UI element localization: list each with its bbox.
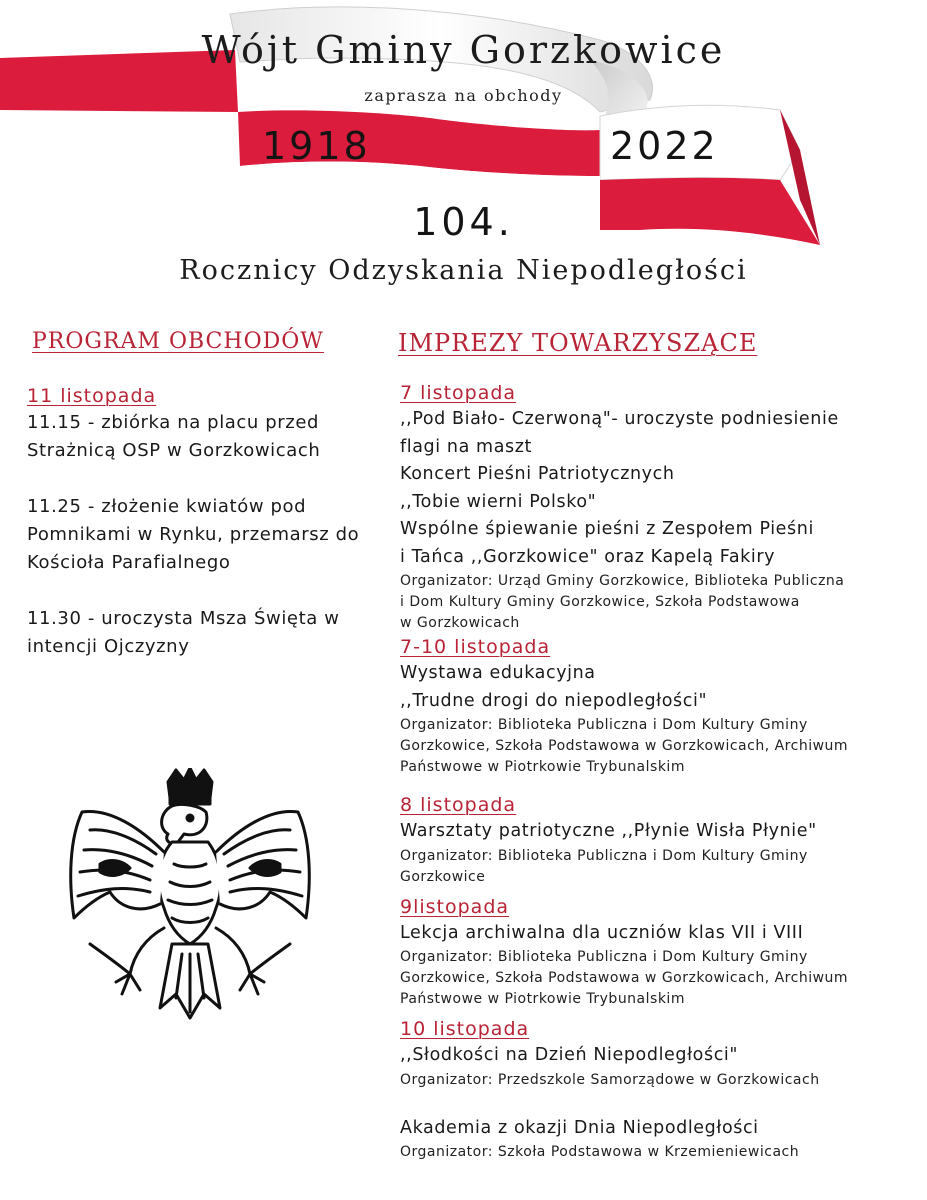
event-line: ,,Słodkości na Dzień Niepodległości" xyxy=(400,1045,739,1065)
program-item: 11.30 - uroczysta Msza Święta w intencji Ojczyzny xyxy=(27,608,340,657)
event-line: ,,Trudne drogi do niepodległości" xyxy=(400,690,708,711)
page-subtitle: zaprasza na obchody xyxy=(364,86,563,105)
event-organizer: Gorzkowice, Szkoła Podstawowa w Gorzkowicach, Archiwum xyxy=(400,738,849,754)
event-organizer: Państwowe w Piotrkowie Trybunalskim xyxy=(400,991,685,1007)
event-line: Wspólne śpiewanie pieśni z Zespołem Pieśni xyxy=(400,519,814,539)
event-organizer: Państwowe w Piotrkowie Trybunalskim xyxy=(400,759,685,775)
events-heading: IMPREZY TOWARZYSZĄCE xyxy=(398,329,758,357)
year-start: 1918 xyxy=(262,124,371,168)
event-9-listopada xyxy=(400,894,920,1011)
event-line: Akademia z okazji Dnia Niepodległości xyxy=(400,1117,759,1138)
event-7-listopada xyxy=(400,380,920,634)
event-organizer: Gorzkowice, Szkoła Podstawowa w Gorzkowicach, Archiwum xyxy=(400,970,849,986)
program-item: 11.15 - zbiórka na placu przed Strażnicą OSP w Gorzkowicach xyxy=(27,412,321,461)
program-date: 11 listopada xyxy=(27,385,157,407)
event-organizer: Organizator: Biblioteka Publiczna i Dom Kultury Gminy xyxy=(400,847,808,864)
event-7-10-listopada xyxy=(400,634,920,778)
event-date: 9listopada xyxy=(400,895,510,918)
event-date: 10 listopada xyxy=(400,1018,530,1040)
page-title: Wójt Gminy Gorzkowice xyxy=(201,28,726,72)
event-line: Wystawa edukacyjna xyxy=(400,663,596,683)
event-line: Lekcja archiwalna dla uczniów klas VII i VIII xyxy=(400,922,804,943)
year-end: 2022 xyxy=(610,124,719,168)
event-organizer: Organizator: Przedszkole Samorządowe w Gorzkowicach xyxy=(400,1071,820,1088)
events-section xyxy=(400,380,920,1163)
event-8-listopada xyxy=(400,792,920,888)
event-line: flagi na maszt xyxy=(400,436,532,457)
event-line: ,,Tobie wierni Polsko" xyxy=(400,491,597,512)
event-line: Warsztaty patriotyczne ,,Płynie Wisła Płynie" xyxy=(400,821,817,841)
event-organizer: i Dom Kultury Gminy Gorzkowice, Szkoła Podstawowa xyxy=(400,594,800,610)
white-eagle-emblem xyxy=(60,768,320,1048)
program-section xyxy=(27,383,377,661)
event-date: 7-10 listopada xyxy=(400,636,551,658)
event-line: i Tańca ,,Gorzkowice" oraz Kapelą Fakiry xyxy=(400,546,776,567)
event-akademia xyxy=(400,1115,920,1164)
event-organizer: Organizator: Urząd Gminy Gorzkowice, Biblioteka Publiczna xyxy=(400,573,845,589)
anniversary-text: Rocznicy Odzyskania Niepodległości xyxy=(179,255,748,286)
event-organizer: w Gorzkowicach xyxy=(400,615,520,631)
event-organizer: Organizator: Biblioteka Publiczna i Dom Kultury Gminy xyxy=(400,717,808,733)
event-10-listopada xyxy=(400,1016,920,1091)
program-heading: PROGRAM OBCHODÓW xyxy=(32,329,324,354)
event-organizer: Organizator: Szkoła Podstawowa w Krzemieniewicach xyxy=(400,1144,800,1160)
event-organizer: Gorzkowice xyxy=(400,868,486,885)
event-date: 8 listopada xyxy=(400,794,517,816)
event-organizer: Organizator: Biblioteka Publiczna i Dom Kultury Gminy xyxy=(400,949,808,965)
event-date: 7 listopada xyxy=(400,382,517,404)
anniversary-number: 104. xyxy=(413,200,514,244)
event-line: Koncert Pieśni Patriotycznych xyxy=(400,464,675,484)
program-item: 11.25 - złożenie kwiatów pod Pomnikami w Rynku, przemarsz do Kościoła Parafialnego xyxy=(27,496,360,573)
event-line: ,,Pod Biało- Czerwoną"- uroczyste podniesienie xyxy=(400,409,839,429)
